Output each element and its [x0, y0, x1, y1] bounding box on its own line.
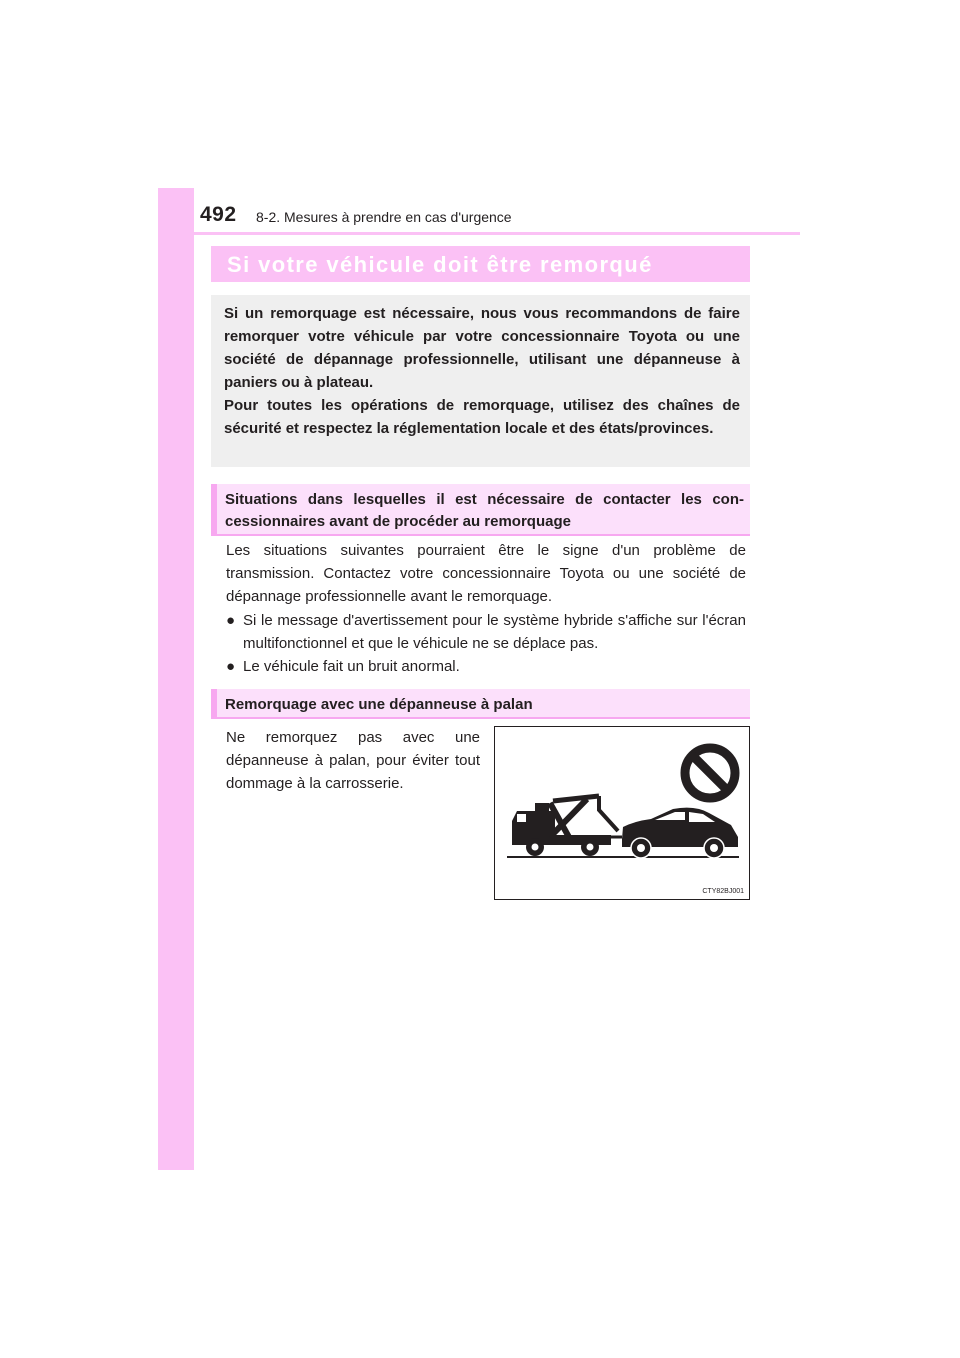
- tow-truck-figure: [494, 726, 750, 900]
- pink-sidebar-tab: [158, 188, 194, 1170]
- list-item-text: Si le message d'avertissement pour le système hybride s'affiche sur l'écran multifonctionnel et que le véhicule ne se déplace pas.: [243, 612, 746, 652]
- title-band: [211, 246, 750, 282]
- figure-code: CTY82BJ001: [702, 888, 744, 895]
- wheel-lift-paragraph: Ne remorquez pas avec une dépanneuse à palan, pour éviter tout dommage à la carrosserie.: [226, 729, 480, 792]
- list-item-text: Le véhicule fait un bruit anormal.: [243, 658, 460, 675]
- section-label: 8-2. Mesures à prendre en cas d'urgence: [256, 209, 512, 225]
- tow-truck-icon: [512, 796, 622, 856]
- tow-illustration: [495, 727, 749, 899]
- header-rule: [194, 232, 800, 235]
- list-item: [226, 655, 746, 678]
- intro-paragraph-1: Si un remorquage est nécessaire, nous vous recommandons de faire remorquer votre véhicule par votre concessionnaire Toyota ou une société de dépannage professionnelle, utilisant une dépanneuse à paniers ou à plateau.: [224, 305, 740, 391]
- prohibited-icon: [685, 748, 735, 798]
- list-item: [226, 609, 746, 655]
- bullet-icon: ●: [226, 658, 236, 675]
- bullet-icon: ●: [226, 612, 236, 629]
- subheading-wheel-lift: [211, 689, 750, 719]
- subheading-contact-dealer-text: Situations dans lesquelles il est nécessaire de contacter les con-cessionnaires avant de procéder au remorquage: [225, 491, 744, 530]
- intro-paragraph-2: Pour toutes les opérations de remorquage, utilisez des chaînes de sécurité et respectez la réglementation locale et des états/provinces.: [224, 397, 740, 437]
- intro-box: [211, 295, 750, 467]
- subheading-wheel-lift-text: Remorquage avec une dépanneuse à palan: [225, 696, 533, 713]
- car-icon: [622, 808, 738, 858]
- page-title: Si votre véhicule doit être remorqué: [227, 252, 653, 277]
- page-number: 492: [200, 203, 237, 226]
- subheading-contact-dealer: [211, 484, 750, 536]
- situations-paragraph: Les situations suivantes pourraient être le signe d'un problème de transmission. Contactez votre concessionnaire Toyota ou une société de dépannage professionnelle avant le remorquage.: [226, 542, 746, 605]
